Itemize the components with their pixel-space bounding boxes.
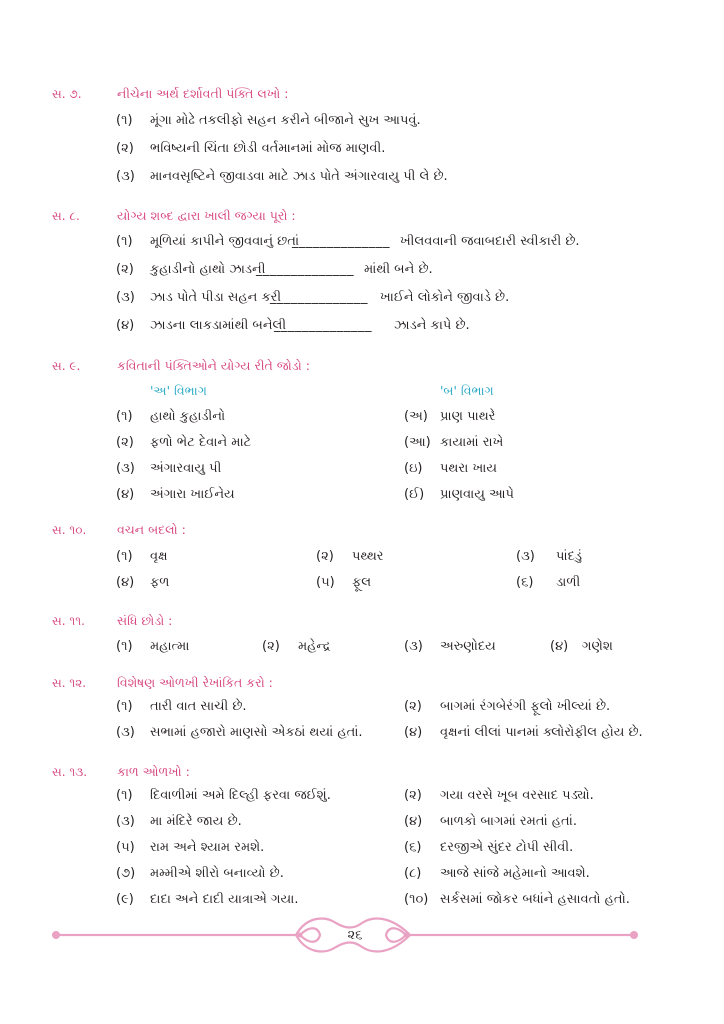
item-text: દાદા અને દાદી યાત્રાએ ગયા. (150, 892, 299, 907)
item-number: (૩) (116, 290, 135, 305)
item-number: (૧) (116, 699, 133, 714)
item-number: (૨) (116, 435, 134, 450)
item-number: (૮) (404, 866, 422, 881)
question-number: સ. ૯. (52, 359, 81, 373)
item-number: (૨) (404, 788, 422, 803)
item-text: પ્રાણ પાથરે (440, 409, 496, 424)
item-number: (૧૦) (404, 892, 429, 907)
ornament-right-loop (386, 928, 406, 942)
item-text: તારી વાત સાચી છે. (150, 699, 247, 714)
item-number: (૯) (116, 892, 134, 907)
fill-blank: ______________ (292, 234, 390, 249)
item-number: (૪) (116, 487, 135, 502)
item-text: મહાત્મા (150, 639, 190, 654)
question-title: યોગ્ય શબ્દ દ્વારા ખાલી જગ્યા પૂરો : (117, 208, 296, 223)
column-a-heading: 'અ' વિભાગ (150, 383, 207, 398)
item-number: (૭) (116, 866, 136, 881)
question-number: સ. ૧૨. (52, 676, 87, 690)
item-text: ભવિષ્યની ચિંતા છોડી વર્તમાનમાં મોજ માણવી. (150, 141, 386, 156)
item-text: અરુણોદય (440, 639, 496, 654)
item-text: કુહાડીનો હાથો ઝાડની (150, 262, 266, 277)
item-number: (૧) (116, 409, 133, 424)
item-text: અંગારવાયુ પી (150, 461, 222, 476)
item-text: દિવાળીમાં અમે દિલ્હી ફરવા જઈશું. (150, 788, 331, 803)
item-number: (૩) (404, 639, 423, 654)
item-number: (૫) (116, 840, 135, 855)
page-number: ૨૬ (347, 928, 363, 943)
question-title: વિશેષણ ઓળખી રેખાંકિત કરો : (117, 675, 273, 690)
column-b-heading: 'બ' વિભાગ (440, 383, 494, 398)
item-number: (૬) (404, 840, 422, 855)
question-title: સંધિ છોડો : (117, 613, 173, 628)
item-text: ડાળી (556, 575, 581, 590)
item-number: (૪) (404, 814, 423, 829)
item-text: ગણેશ (582, 639, 613, 654)
item-text: દરજીએ સુંદર ટોપી સીવી. (440, 840, 574, 855)
item-text: પાંદડું (556, 549, 583, 564)
item-number: (૬) (516, 575, 534, 590)
item-text: ખીલવવાની જવાબદારી સ્વીકારી છે. (400, 234, 580, 249)
question-number: સ. ૧૦. (52, 523, 87, 537)
item-number: (૩) (116, 461, 135, 476)
item-text: પથરા ખાય (440, 461, 497, 476)
item-number: (અ) (404, 409, 428, 424)
item-text: વૃક્ષનાં લીલાં પાનમાં ક્લોરોફીલ હોય છે. (440, 725, 643, 740)
item-number: (૨) (316, 549, 334, 564)
question-number: સ. ૧૩. (52, 765, 88, 779)
fill-blank: ______________ (256, 262, 354, 277)
item-text: ગયા વરસે ખૂબ વરસાદ પડ્યો. (440, 788, 594, 803)
ornament-dot-right (404, 933, 409, 938)
item-text: અંગારા ખાઈનેય (150, 487, 235, 502)
item-number: (૧) (116, 234, 133, 249)
item-text: હાથો કુહાડીનો (150, 409, 226, 424)
item-number: (૨) (262, 639, 280, 654)
item-number: (૨) (116, 262, 134, 277)
item-text: મમ્મીએ શીરો બનાવ્યો છે. (150, 866, 284, 881)
item-text: સભામાં હજારો માણસો એકઠાં થયાં હતાં. (150, 725, 363, 740)
item-number: (૩) (116, 725, 135, 740)
item-text: ઝાડ પોતે પીડા સહન કરી (150, 290, 282, 305)
item-number: (૧) (116, 639, 133, 654)
item-number: (૪) (116, 575, 135, 590)
item-number: (૪) (404, 725, 423, 740)
item-number: (૧) (116, 788, 133, 803)
item-text: મા મંદિરે જાય છે. (150, 814, 242, 829)
item-text: પથ્થર (352, 549, 384, 564)
question-number: સ. ૧૧. (52, 614, 85, 628)
fill-blank: ______________ (270, 290, 368, 305)
item-number: (૩) (116, 814, 135, 829)
item-text: મહેન્દ્ર (298, 639, 331, 654)
item-text: બાળકો બાગમાં રમતાં હતાં. (440, 814, 577, 829)
item-text: રામ અને શ્યામ રમશે. (150, 840, 265, 855)
item-number: (૧) (116, 113, 133, 128)
item-number: (ઇ) (404, 461, 423, 476)
item-text: ફળો ભેટ દેવાને માટે (150, 435, 252, 450)
item-number: (૪) (116, 318, 135, 333)
item-text: માનવસૃષ્ટિને જીવાડવા માટે ઝાડ પોતે અંગારવાયુ પી લે છે. (150, 169, 448, 184)
item-text: કાયામાં રાખે (440, 435, 504, 450)
item-text: ખાઈને લોકોને જીવાડે છે. (380, 290, 510, 305)
question-number: સ. ૮. (52, 209, 80, 223)
item-text: ઝાડને કાપે છે. (394, 318, 470, 333)
item-text: ફૂલ (352, 575, 372, 590)
item-text: પ્રાણવાયુ આપે (440, 487, 514, 502)
footer-dot-right (630, 931, 638, 939)
item-text: મૂળિયાં કાપીને જીવવાનું છતાં (150, 234, 300, 249)
question-number: સ. ૭. (52, 87, 82, 101)
item-number: (૨) (116, 141, 134, 156)
item-number: (આ) (404, 435, 431, 450)
fill-blank: ______________ (274, 318, 372, 333)
item-text: બાગમાં રંગબેરંગી ફૂલો ખીલ્યાં છે. (440, 699, 611, 714)
item-text: મૂંગા મોઢે તકલીફો સહન કરીને બીજાને સુખ આપવું. (150, 113, 421, 128)
item-number: (૩) (516, 549, 535, 564)
item-number: (૧) (116, 549, 133, 564)
question-title: કવિતાની પંક્તિઓને યોગ્ય રીતે જોડો : (117, 358, 310, 373)
item-text: સર્કસમાં જોકર બધાંને હસાવતો હતો. (440, 892, 630, 907)
item-number: (૫) (316, 575, 335, 590)
ornament-left-loop (300, 928, 320, 942)
item-number: (૩) (116, 169, 135, 184)
footer-dot-left (52, 931, 60, 939)
item-number: (૨) (404, 699, 422, 714)
item-number: (૪) (550, 639, 569, 654)
item-number: (ઈ) (404, 487, 425, 502)
item-text: માંથી બને છે. (364, 262, 433, 277)
item-text: ઝાડના લાકડામાંથી બનેલી (150, 318, 287, 333)
item-text: આજે સાંજે મહેમાનો આવશે. (440, 866, 590, 881)
question-title: વચન બદલો : (117, 522, 186, 537)
question-title: કાળ ઓળખો : (117, 764, 190, 779)
ornament-dot-left (298, 933, 303, 938)
question-title: નીચેના અર્થ દર્શાવતી પંક્તિ લખો : (117, 86, 289, 101)
item-text: ફળ (150, 575, 170, 590)
item-text: વૃક્ષ (150, 549, 168, 564)
